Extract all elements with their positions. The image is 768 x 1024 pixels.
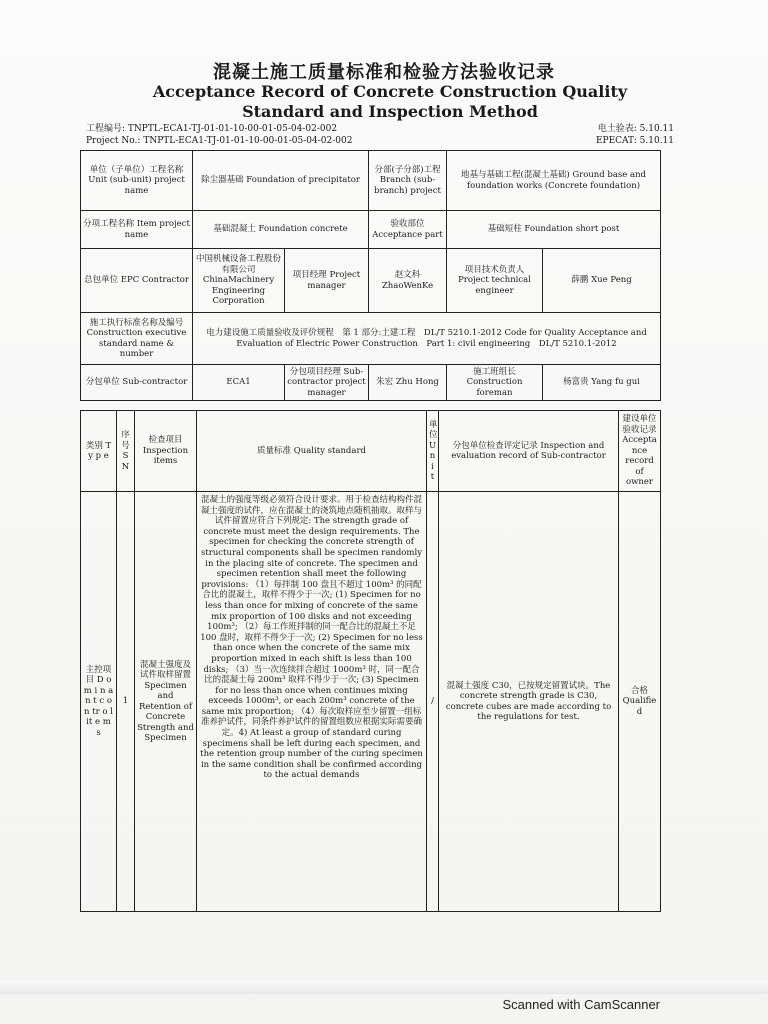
header-unit: 单位 U n i t [427,411,439,492]
row-item: 混凝土强度及试件取样留置 Specimen and Retention of Concrete Strength and Specimen [135,492,197,912]
paper-edge [0,980,768,994]
title-english: Acceptance Record of Concrete Construction Quality Standard and Inspection Method [152,82,628,121]
header-items: 检查项目 Inspection items [135,411,197,492]
sub-value: ECA1 [193,365,285,401]
subpm-value: 朱宏 Zhu Hong [369,365,447,401]
project-code-line [86,124,337,135]
header-owner: 建设单位验收记录 Acceptance record of owner [619,411,661,492]
header-standard: 质量标准 Quality standard [197,411,427,492]
row-type: 主控项目 D o m i n a n t c o n tr o l it e m s [81,492,117,912]
row-owner: 合格 Qualified [619,492,661,912]
standard-value: 电力建设施工质量验收及评价规程 第 1 部分:土建工程 DL/T 5210.1-2012 Code for Quality Acceptance and Evaluation of Electric Power Construction Part 1: civil engineering DL/T 5210.1-2012 [193,313,661,365]
pm-value: 赵文科 ZhaoWenKe [369,249,447,313]
branch-value: 地基与基础工程(混凝土基础) Ground base and foundation works (Concrete foundation) [447,151,661,211]
row-record: 混凝土强度 C30，已按规定留置试块。The concrete strength grade is C30, concrete cubes are made according to the regulations for test. [439,492,619,912]
epc-label: 总包单位 EPC Contractor [81,249,193,313]
acceptance-value: 基础短柱 Foundation short post [447,211,661,249]
project-code-value: TNPTL-ECA1-TJ-01-01-10-00-01-05-04-02-002 [127,124,338,134]
title-chinese: 混凝土施工质量标准和检验方法验收记录 [213,62,555,83]
acceptance-label: 验收部位 Acceptance part [369,211,447,249]
header-record: 分包单位检查评定记录 Inspection and evaluation record of Sub-contractor [439,411,619,492]
form-no-en: EPECAT: 5.10.11 [595,136,674,146]
row-sn: 1 [117,492,135,912]
tech-label: 项目技术负责人 Project technical engineer [447,249,543,313]
header-sn: 序号 S N [117,411,135,492]
subpm-label: 分包项目经理 Sub-contractor project manager [285,365,369,401]
header-type: 类别 T y p e [81,411,117,492]
row-standard: 混凝土的强度等级必须符合设计要求。用于检查结构构件混凝土强度的试件，应在混凝土的浇筑地点随机抽取。取样与试件留置应符合下列规定: The strength grade of concrete must meet the design requirements. The specimen for checking the concrete strength of structural components shall be specimen randomly in the placing site of concrete. The specimen and specimen retention shall meet the following provisions: （1）每拌制 100 盘且不超过 100m³ 的同配合比的混凝土，取样不得少于一次; (1) Specimen for no less than once for mixing of concrete of the same mix proportion of 100 disks and not exceeding 100m³; （2）每工作班拌制的同一配合比的混凝土不足 100 盘时，取样不得少于一次; (2) Specimen for no less than once when the concrete of the same mix proportion mixed in each shift is less than 100 disks; （3）当一次连续拌合超过 1000m³ 时，同一配合比的混凝土每 200m³ 取样不得少于一次; (3) Specimen for no less than once when continues mixing exceeds 1000m³, or each 200m³ concrete of the same mix proportion; （4）每次取样应至少留置一组标准养护试件，同条件养护试件的留置组数应根据实际需要确定。4) At least a group of standard curing specimens shall be left during each specimen, and the retention group number of the curing specimen in the same condition shall be confirmed according to the actual demands [197,492,427,912]
scanner-watermark: Scanned with CamScanner [502,997,660,1012]
form-no-cn: 电土验表: 5.10.11 [597,124,674,134]
unit-value: 除尘器基础 Foundation of precipitator [193,151,369,211]
branch-label: 分部(子分部)工程 Branch (sub-branch) project [369,151,447,211]
project-no-label: Project No.: [86,136,141,146]
item-value: 基础混凝土 Foundation concrete [193,211,369,249]
project-code-label: 工程编号: [86,124,126,134]
project-no-line [86,136,352,147]
project-no-value: TNPTL-ECA1-TJ-01-01-10-00-01-05-04-02-002 [143,136,353,146]
sub-label: 分包单位 Sub-contractor [81,365,193,401]
tech-value: 薛鹏 Xue Peng [543,249,661,313]
item-label: 分项工程名称 Item project name [81,211,193,249]
standard-label: 施工执行标准名称及编号 Construction executive standard name & number [81,313,193,365]
foreman-label: 施工班组长 Construction foreman [447,365,543,401]
project-info-table [80,150,661,401]
row-unit: / [427,492,439,912]
foreman-value: 杨富贵 Yang fu gui [543,365,661,401]
inspection-table [80,410,661,912]
epc-value: 中国机械设备工程股份有限公司 ChinaMachinery Engineering Corporation [193,249,285,313]
unit-label: 单位（子单位）工程名称 Unit (sub-unit) project name [81,151,193,211]
pm-label: 项目经理 Project manager [285,249,369,313]
